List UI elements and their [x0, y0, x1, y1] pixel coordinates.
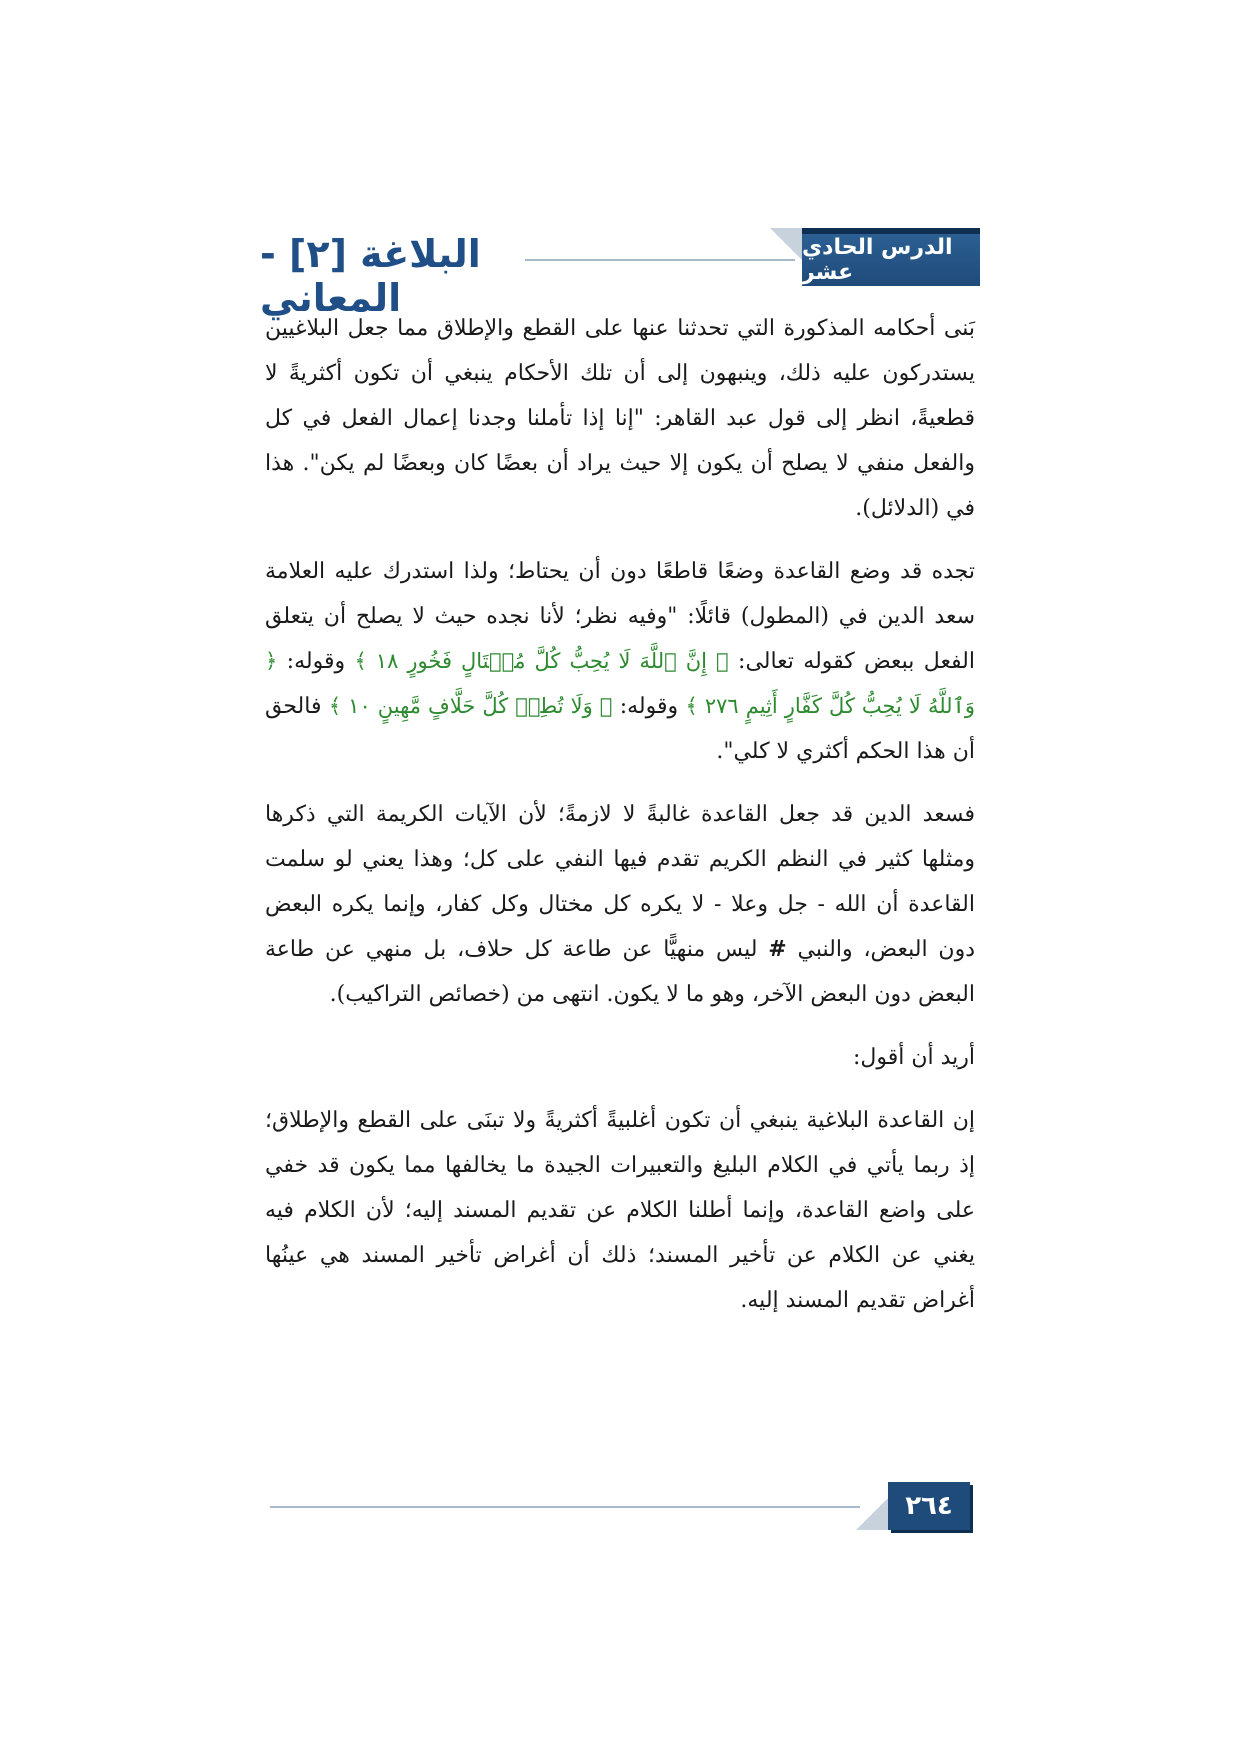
paragraph-3-part-1: فسعد الدين قد جعل القاعدة غالبةً لا لازمةً؛ لأن الآيات الكريمة التي ذكرها ومثلها كثير في النظم الكريم تقدم فيها النفي على كل؛ وهذا يعني لو سلمت القاعدة أن الله - جل وعلا - لا يكره كل مختال وكل كفار، وإنما يكره البعض دون البعض، والنبي — [265, 802, 976, 962]
footer-rule — [270, 1506, 860, 1508]
paragraph-1: بَنى أحكامه المذكورة التي تحدثنا عنها على القطع والإطلاق مما جعل البلاغيين يستدركون عليه ذلك، وينبهون إلى أن تلك الأحكام ينبغي أن تكون أكثريةً لا قطعيةً، انظر إلى قول عبد القاهر: "إنا إذا تأملنا وجدنا إعمال الفعل في كل والفعل منفي لا يصلح أن يكون إلا حيث يراد أن بعضًا كان وبعضًا لم يكن". هذا في (الدلائل). — [265, 316, 976, 521]
page-number-corner — [856, 1498, 888, 1530]
paragraph-2-intro: تجده قد وضع القاعدة وضعًا قاطعًا دون أن يحتاط؛ ولذا استدرك عليه العلامة سعد الدين في (المطول) قائلًا: "وفيه نظر؛ لأنا نجده حيث لا يصلح أن يتعلق الفعل ببعض كقوله تعالى: — [265, 559, 975, 674]
quran-verse-1: ﴿ إِنَّ ٱللَّهَ لَا يُحِبُّ كُلَّ مُخۡتَالٍ فَخُورٍ ١٨ ﴾ — [354, 649, 729, 673]
paragraph-5: إن القاعدة البلاغية ينبغي أن تكون أغلبيةً أكثريةً ولا تبنَى على القطع والإطلاق؛ إذ ربما يأتي في الكلام البليغ والتعبيرات الجيدة ما يخالفها مما يكون قد خفي على واضع القاعدة، وإنما أطلنا الكلام عن تقديم المسند إليه؛ لأن الكلام فيه يغني عن الكلام عن تأخير المسند؛ ذلك أن أغراض تأخير المسند هي عينُها أغراض تقديم المسند إليه. — [265, 1108, 975, 1313]
page-number: ٢٦٤ — [888, 1482, 970, 1530]
honorific-mark: # — [768, 937, 787, 962]
paragraph-2 — [265, 549, 975, 774]
quran-verse-2: ﴿ وَٱللَّهُ لَا يُحِبُّ كُلَّ كَفَّارٍ أَثِيمٍ ٢٧٦ ﴾ — [265, 649, 975, 718]
quran-verse-3: ﴿ وَلَا تُطِعۡ كُلَّ حَلَّافٍ مَّهِينٍ ١٠ ﴾ — [328, 694, 613, 718]
header-tab-corner — [770, 228, 802, 260]
paragraph-2-conclusion: فالحق أن هذا الحكم أكثري لا كلي". — [265, 694, 975, 764]
paragraph-2-and-2: وقوله: — [612, 694, 686, 719]
page-footer — [270, 1482, 970, 1532]
paragraph-3-part-2: ليس منهيًّا عن طاعة كل حلاف، بل منهي عن طاعة البعض دون البعض الآخر، وهو ما لا يكون. انتهى من (خصائص التراكيب). — [265, 937, 975, 1007]
paragraph-4: أريد أن أقول: — [852, 1045, 975, 1070]
page-body — [265, 306, 975, 1341]
paragraph-2-and-1: وقوله: — [277, 649, 355, 674]
header-rule — [525, 259, 795, 261]
book-title: البلاغة [٢] - المعاني — [260, 232, 481, 320]
lesson-label: الدرس الحادي عشر — [802, 228, 980, 286]
page-header — [260, 228, 980, 320]
paragraph-3 — [265, 792, 975, 1017]
